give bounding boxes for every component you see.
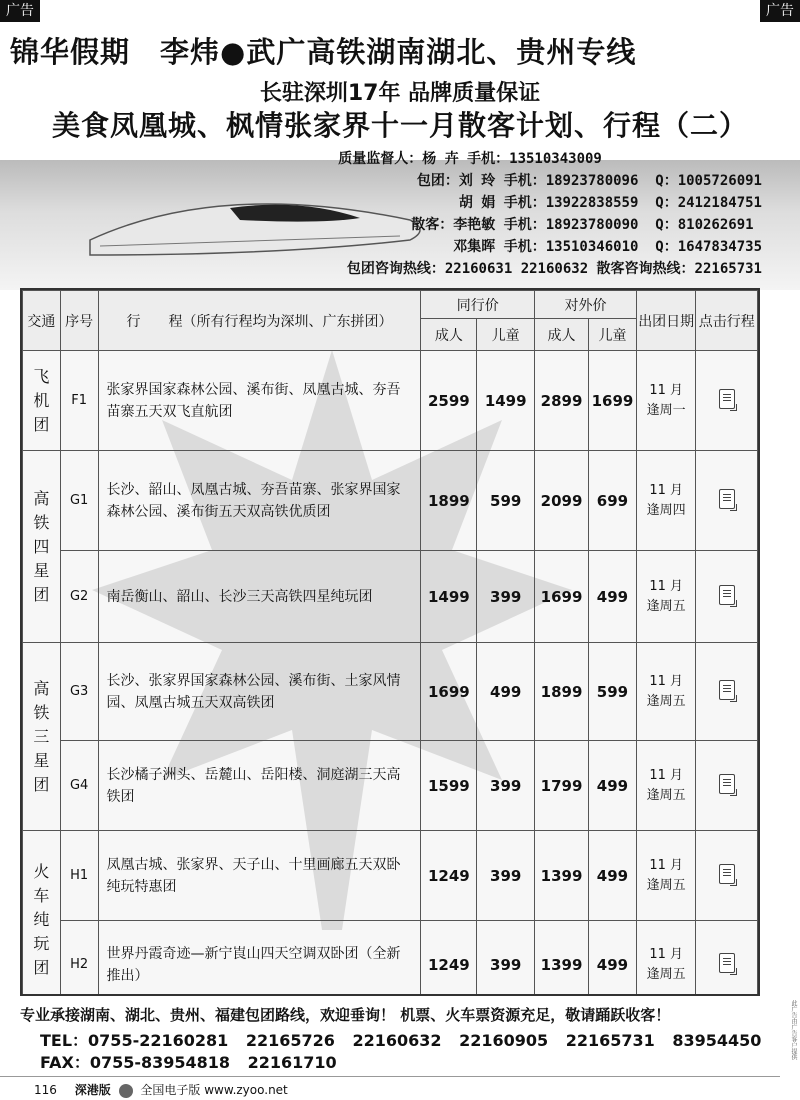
public-child-price: 499 bbox=[588, 831, 636, 921]
ad-tag-right: 广告 bbox=[760, 0, 800, 22]
col-header-peer-price: 同行价 bbox=[421, 291, 535, 319]
route-code: F1 bbox=[60, 351, 98, 451]
transport-cell: 飞 机 团 bbox=[23, 351, 61, 451]
document-icon bbox=[719, 864, 735, 884]
route-description: 长沙橘子洲头、岳麓山、岳阳楼、洞庭湖三天高铁团 bbox=[98, 741, 421, 831]
table-row bbox=[23, 741, 758, 831]
header-title-line-1 bbox=[10, 30, 790, 71]
side-note: 此广告由广告客户提供 bbox=[790, 1000, 797, 1060]
col-header-click: 点击行程 bbox=[696, 291, 758, 351]
departure-date: 11 月 逢周五 bbox=[636, 551, 696, 643]
contact-list bbox=[338, 148, 762, 280]
ad-tag-left: 广告 bbox=[0, 0, 40, 22]
peer-child-price: 399 bbox=[477, 921, 535, 997]
itinerary-table-container bbox=[20, 288, 760, 996]
peer-adult-price: 2599 bbox=[421, 351, 477, 451]
table-row bbox=[23, 551, 758, 643]
col-header-public-adult: 成人 bbox=[535, 319, 589, 351]
col-header-seq: 序号 bbox=[60, 291, 98, 351]
contact-row: 散客：李艳敏 手机：18923780090 Q：810262691 bbox=[411, 217, 762, 233]
peer-adult-price: 1599 bbox=[421, 741, 477, 831]
itinerary-table bbox=[22, 290, 758, 996]
col-header-public-child: 儿童 bbox=[588, 319, 636, 351]
view-itinerary-button[interactable] bbox=[696, 351, 758, 451]
document-icon bbox=[719, 585, 735, 605]
table-row bbox=[23, 831, 758, 921]
page-divider bbox=[0, 1076, 780, 1077]
website-link[interactable]: 全国电子版 www.zyoo.net bbox=[140, 1083, 288, 1097]
peer-adult-price: 1699 bbox=[421, 643, 477, 741]
departure-date: 11 月 逢周五 bbox=[636, 741, 696, 831]
header-slogan: 长驻深圳17年 品牌质量保证 bbox=[259, 81, 541, 106]
footer-tel: TEL：0755-22160281 22165726 22160632 22160905 22165731 83954450 bbox=[40, 1031, 762, 1050]
contact-row: 胡 娟 手机：13922838559 Q：2412184751 bbox=[458, 195, 762, 211]
view-itinerary-button[interactable] bbox=[696, 451, 758, 551]
contact-row: 质量监督人：杨 卉 手机：13510343009 bbox=[338, 151, 762, 167]
route-code: G1 bbox=[60, 451, 98, 551]
view-itinerary-button[interactable] bbox=[696, 643, 758, 741]
route-code: H2 bbox=[60, 921, 98, 997]
peer-child-price: 499 bbox=[477, 643, 535, 741]
transport-cell: 高 铁 三 星 团 bbox=[23, 643, 61, 831]
route-code: G2 bbox=[60, 551, 98, 643]
public-adult-price: 1399 bbox=[535, 831, 589, 921]
table-row bbox=[23, 351, 758, 451]
public-child-price: 599 bbox=[588, 643, 636, 741]
public-adult-price: 1399 bbox=[535, 921, 589, 997]
publication-logo-icon bbox=[119, 1084, 133, 1098]
document-icon bbox=[719, 680, 735, 700]
departure-date: 11 月 逢周五 bbox=[636, 643, 696, 741]
route-description: 世界丹霞奇迹—新宁崀山四天空调双卧团（全新推出） bbox=[98, 921, 421, 997]
table-row bbox=[23, 921, 758, 997]
route-description: 长沙、韶山、凤凰古城、夯吾苗寨、张家界国家森林公园、溪布街五天双高铁优质团 bbox=[98, 451, 421, 551]
col-header-route: 行 程（所有行程均为深圳、广东拼团） bbox=[98, 291, 421, 351]
public-adult-price: 1699 bbox=[535, 551, 589, 643]
route-description: 南岳衡山、韶山、长沙三天高铁四星纯玩团 bbox=[98, 551, 421, 643]
public-child-price: 1699 bbox=[588, 351, 636, 451]
transport-cell: 火 车 纯 玩 团 bbox=[23, 831, 61, 997]
document-icon bbox=[719, 389, 735, 409]
brand-name: 锦华假期 bbox=[10, 35, 131, 69]
peer-child-price: 1499 bbox=[477, 351, 535, 451]
peer-child-price: 399 bbox=[477, 741, 535, 831]
view-itinerary-button[interactable] bbox=[696, 831, 758, 921]
route-description: 凤凰古城、张家界、天子山、十里画廊五天双卧纯玩特惠团 bbox=[98, 831, 421, 921]
transport-cell: 高 铁 四 星 团 bbox=[23, 451, 61, 643]
col-header-peer-child: 儿童 bbox=[477, 319, 535, 351]
route-description: 张家界国家森林公园、溪布街、凤凰古城、夯吾苗寨五天双飞直航团 bbox=[98, 351, 421, 451]
departure-date: 11 月 逢周五 bbox=[636, 831, 696, 921]
header-plan-title: 美食凤凰城、枫情张家界十一月散客计划、行程（二） bbox=[51, 109, 748, 142]
peer-child-price: 399 bbox=[477, 551, 535, 643]
col-header-public-price: 对外价 bbox=[535, 291, 637, 319]
public-child-price: 499 bbox=[588, 551, 636, 643]
view-itinerary-button[interactable] bbox=[696, 921, 758, 997]
contact-row: 邓集晖 手机：13510346010 Q：1647834735 bbox=[453, 239, 762, 255]
view-itinerary-button[interactable] bbox=[696, 741, 758, 831]
route-code: G3 bbox=[60, 643, 98, 741]
page-number: 116 bbox=[34, 1083, 57, 1097]
contact-row: 包团：刘 玲 手机：18923780096 Q：1005726091 bbox=[416, 173, 762, 189]
departure-date: 11 月 逢周四 bbox=[636, 451, 696, 551]
document-icon bbox=[719, 953, 735, 973]
page-footer bbox=[34, 1081, 288, 1098]
document-icon bbox=[719, 489, 735, 509]
peer-adult-price: 1249 bbox=[421, 831, 477, 921]
footer-service-note: 专业承接湖南、湖北、贵州、福建包团路线，欢迎垂询！ 机票、火车票资源充足，敬请踊跃收客！ bbox=[20, 1006, 671, 1024]
public-adult-price: 1799 bbox=[535, 741, 589, 831]
public-child-price: 499 bbox=[588, 921, 636, 997]
peer-adult-price: 1249 bbox=[421, 921, 477, 997]
route-code: H1 bbox=[60, 831, 98, 921]
table-row bbox=[23, 643, 758, 741]
col-header-transport: 交通 bbox=[23, 291, 61, 351]
peer-child-price: 399 bbox=[477, 831, 535, 921]
col-header-date: 出团日期 bbox=[636, 291, 696, 351]
peer-child-price: 599 bbox=[477, 451, 535, 551]
header-route-title: 李炜●武广高铁湖南湖北、贵州专线 bbox=[160, 35, 637, 69]
public-child-price: 499 bbox=[588, 741, 636, 831]
route-code: G4 bbox=[60, 741, 98, 831]
public-adult-price: 1899 bbox=[535, 643, 589, 741]
document-icon bbox=[719, 774, 735, 794]
table-row bbox=[23, 451, 758, 551]
departure-date: 11 月 逢周五 bbox=[636, 921, 696, 997]
col-header-peer-adult: 成人 bbox=[421, 319, 477, 351]
peer-adult-price: 1499 bbox=[421, 551, 477, 643]
hotline-row: 包团咨询热线：22160631 22160632 散客咨询热线：22165731 bbox=[346, 261, 762, 277]
public-child-price: 699 bbox=[588, 451, 636, 551]
public-adult-price: 2899 bbox=[535, 351, 589, 451]
edition-label: 深港版 bbox=[74, 1083, 111, 1097]
departure-date: 11 月 逢周一 bbox=[636, 351, 696, 451]
public-adult-price: 2099 bbox=[535, 451, 589, 551]
peer-adult-price: 1899 bbox=[421, 451, 477, 551]
view-itinerary-button[interactable] bbox=[696, 551, 758, 643]
route-description: 长沙、张家界国家森林公园、溪布街、土家风情园、凤凰古城五天双高铁团 bbox=[98, 643, 421, 741]
footer-fax: FAX：0755-83954818 22161710 bbox=[40, 1053, 337, 1072]
